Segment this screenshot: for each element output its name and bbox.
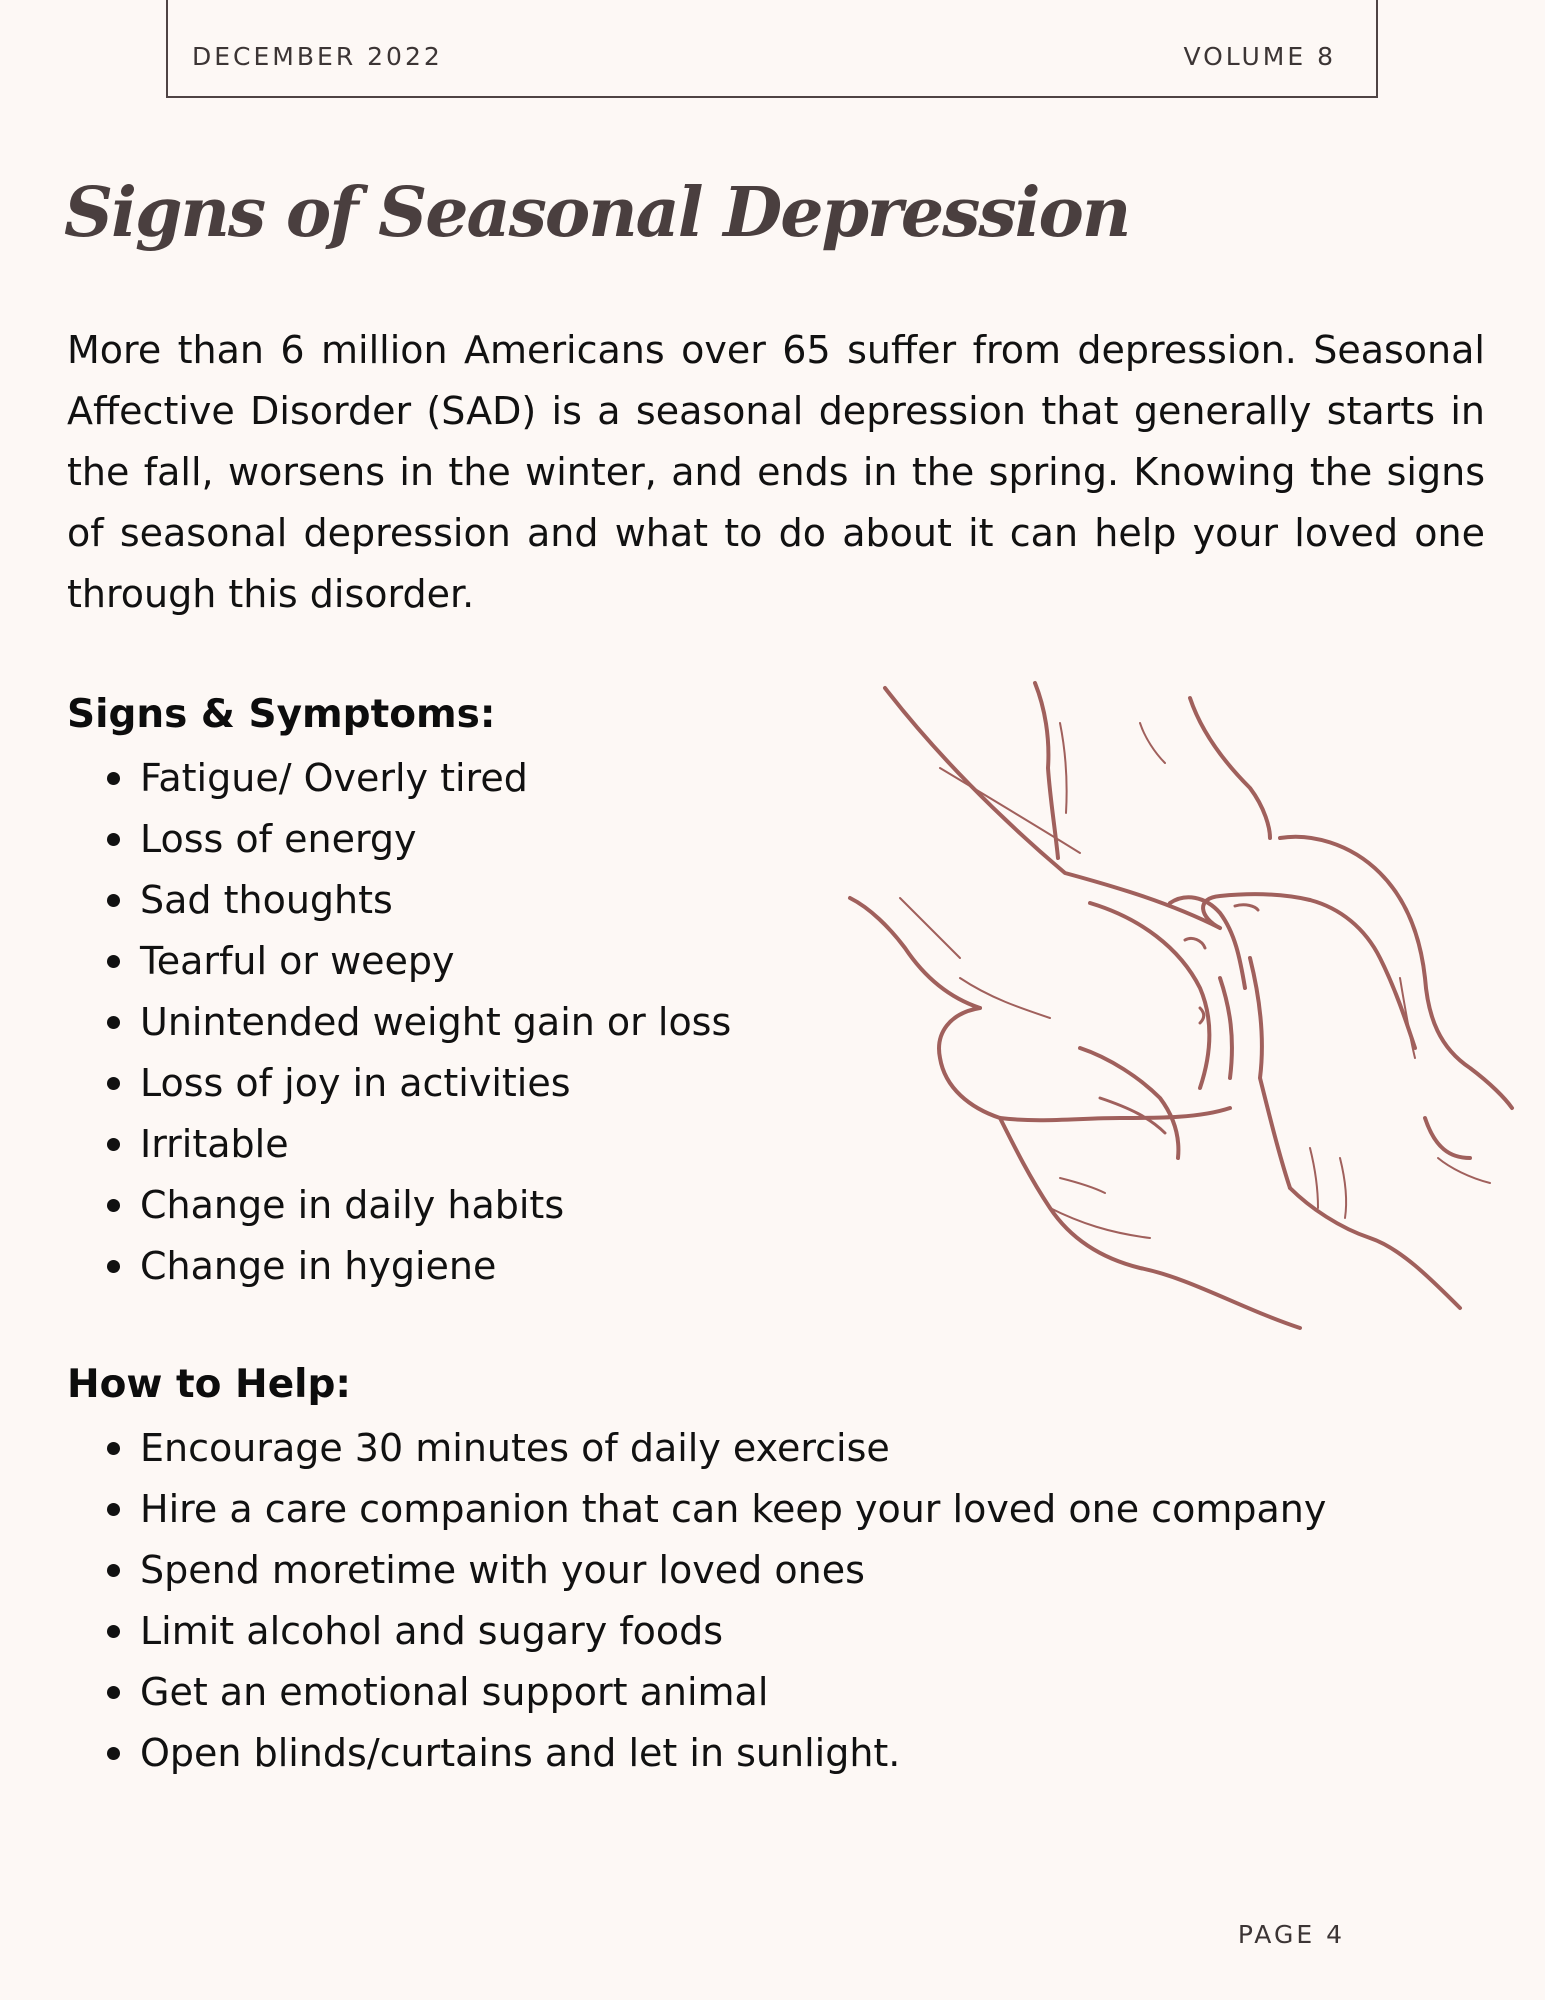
- symptoms-list: [0, 748, 731, 1297]
- list-item: [0, 1418, 1326, 1479]
- list-item-text: Change in daily habits: [140, 1183, 565, 1227]
- bullet-icon: [107, 1442, 120, 1455]
- list-item-text: Get an emotional support animal: [140, 1670, 769, 1714]
- list-item: [0, 1479, 1326, 1540]
- article-intro: More than 6 million Americans over 65 suffer from depression. Seasonal Affective Disorder (SAD) is a seasonal depression that generally starts in the fall, worsens in the winter, and ends in the spring. Knowing the signs of seasonal depression and what to do about it can help your loved one through this disorder.: [67, 328, 1485, 616]
- bullet-icon: [107, 833, 120, 846]
- list-item-text: Change in hygiene: [140, 1244, 497, 1288]
- bullet-icon: [107, 1077, 120, 1090]
- list-item: [0, 1662, 1326, 1723]
- list-item: [0, 1114, 731, 1175]
- list-item-text: Spend moretime with your loved ones: [140, 1548, 865, 1592]
- list-item-text: Fatigue/ Overly tired: [140, 756, 528, 800]
- list-item: [0, 992, 731, 1053]
- list-item-text: Open blinds/curtains and let in sunlight.: [140, 1731, 901, 1775]
- bullet-icon: [107, 1503, 120, 1516]
- bullet-icon: [107, 955, 120, 968]
- list-item: [0, 1540, 1326, 1601]
- list-item-text: Hire a care companion that can keep your loved one company: [140, 1487, 1327, 1531]
- newsletter-header: [166, 0, 1378, 98]
- bullet-icon: [107, 1747, 120, 1760]
- bullet-icon: [107, 1138, 120, 1151]
- page-number: PAGE 4: [1237, 1920, 1345, 1949]
- list-item: [0, 1053, 731, 1114]
- bullet-icon: [107, 1016, 120, 1029]
- list-item: [0, 748, 731, 809]
- list-item-text: Loss of joy in activities: [140, 1061, 571, 1105]
- list-item: [0, 931, 731, 992]
- list-item-text: Tearful or weepy: [140, 939, 455, 983]
- issue-date: DECEMBER 2022: [192, 42, 443, 71]
- bullet-icon: [107, 1686, 120, 1699]
- issue-volume: VOLUME 8: [1183, 42, 1336, 71]
- bullet-icon: [107, 772, 120, 785]
- list-item-text: Limit alcohol and sugary foods: [140, 1609, 724, 1653]
- bullet-icon: [107, 1564, 120, 1577]
- list-item-text: Sad thoughts: [140, 878, 393, 922]
- list-item-text: Irritable: [140, 1122, 289, 1166]
- list-item: [0, 1175, 731, 1236]
- list-item: [0, 1236, 731, 1297]
- list-item: [0, 1723, 1326, 1784]
- list-item-text: Unintended weight gain or loss: [140, 1000, 732, 1044]
- list-item: [0, 809, 731, 870]
- bullet-icon: [107, 1260, 120, 1273]
- list-item: [0, 1601, 1326, 1662]
- article-title: Signs of Seasonal Depression: [64, 173, 1130, 253]
- bullet-icon: [107, 1625, 120, 1638]
- symptoms-heading: Signs & Symptoms:: [67, 692, 496, 737]
- holding-hands-icon: [840, 678, 1520, 1348]
- bullet-icon: [107, 894, 120, 907]
- list-item-text: Loss of energy: [140, 817, 417, 861]
- list-item: [0, 870, 731, 931]
- bullet-icon: [107, 1199, 120, 1212]
- help-heading: How to Help:: [67, 1362, 352, 1407]
- list-item-text: Encourage 30 minutes of daily exercise: [140, 1426, 890, 1470]
- help-list: [0, 1418, 1326, 1784]
